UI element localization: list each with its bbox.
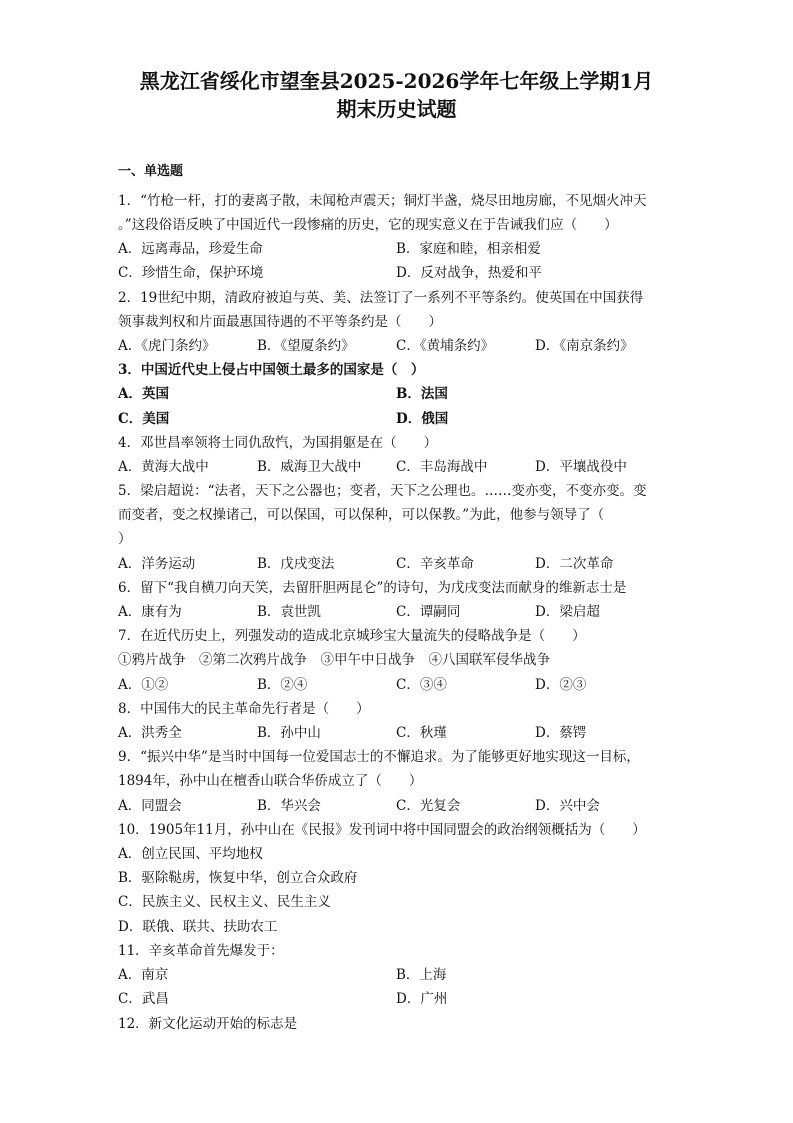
question-2-option-a: A．《虎门条约》 xyxy=(118,338,216,354)
question-3-line-1: 3．中国近代史上侵占中国领土最多的国家是（ ） xyxy=(118,362,425,378)
question-12-line-1: 12．新文化运动开始的标志是 xyxy=(118,1016,298,1032)
question-2-option-b: B．《望厦条约》 xyxy=(257,338,355,354)
question-5-option-d: D．二次革命 xyxy=(535,556,614,572)
question-11-option-a: A．南京 xyxy=(118,967,169,983)
question-6-option-c: C．谭嗣同 xyxy=(396,604,461,620)
question-1-line-1: 1．“竹枪一杆，打的妻离子散，未闻枪声震天；铜灯半盏，烧尽田地房廊，不见烟火冲天 xyxy=(118,193,647,209)
question-6-option-b: B．袁世凯 xyxy=(257,604,321,620)
question-3-option-c: C．美国 xyxy=(118,411,170,427)
section-heading: 一、单选题 xyxy=(118,164,184,179)
question-9-option-a: A．同盟会 xyxy=(118,798,182,814)
question-9-option-d: D．兴中会 xyxy=(535,798,600,814)
question-7-line-2: ①鸦片战争 ②第二次鸦片战争 ③甲午中日战争 ④八国联军侵华战争 xyxy=(118,652,550,668)
question-9-line-1: 9．“振兴中华”是当时中国每一位爱国志士的不懈追求。为了能够更好地实现这一目标， xyxy=(118,749,640,765)
question-6-option-d: D．梁启超 xyxy=(535,604,600,620)
question-8-option-b: B．孙中山 xyxy=(257,725,321,741)
question-10-option-b: B．驱除鞑虏，恢复中华，创立合众政府 xyxy=(118,870,358,886)
question-5-line-2: 而变者，变之权操诸己，可以保国，可以保种，可以保教。”为此，他参与领导了（ xyxy=(118,507,605,523)
question-5-option-c: C．辛亥革命 xyxy=(396,556,474,572)
question-9-line-2: 1894年，孙中山在檀香山联合华侨成立了（ ） xyxy=(118,773,423,789)
question-8-option-d: D．蔡锷 xyxy=(535,725,587,741)
question-1-option-d: D．反对战争，热爱和平 xyxy=(396,265,542,281)
question-4-option-d: D．平壤战役中 xyxy=(535,459,627,475)
question-6-line-1: 6．留下“我自横刀向天笑，去留肝胆两昆仑”的诗句，为戊戌变法而献身的维新志士是 xyxy=(118,580,627,596)
question-10-line-1: 10．1905年11月，孙中山在《民报》发刊词中将中国同盟会的政治纲领概括为（ ） xyxy=(118,822,646,838)
question-10-option-d: D．联俄、联共、扶助农工 xyxy=(118,919,278,935)
question-11-option-b: B．上海 xyxy=(396,967,447,983)
question-4-option-b: B．威海卫大战中 xyxy=(257,459,362,475)
exam-title-line-1: 黑龙江省绥化市望奎县2025-2026学年七年级上学期1月 xyxy=(139,69,654,93)
question-8-line-1: 8．中国伟大的民主革命先行者是（ ） xyxy=(118,701,370,717)
question-3-option-d: D．俄国 xyxy=(396,411,449,427)
question-10-option-a: A．创立民国、平均地权 xyxy=(118,846,263,862)
question-1-option-b: B．家庭和睦，相亲相爱 xyxy=(396,241,541,257)
exam-title-line-2: 期末历史试题 xyxy=(336,97,457,121)
question-9-option-c: C．光复会 xyxy=(396,798,461,814)
question-7-option-a: A．①② xyxy=(118,677,169,693)
question-7-option-c: C．③④ xyxy=(396,677,447,693)
question-8-option-c: C．秋瑾 xyxy=(396,725,447,741)
question-5-line-3: ） xyxy=(118,531,132,547)
question-7-option-d: D．②③ xyxy=(535,677,587,693)
question-1-option-c: C．珍惜生命，保护环境 xyxy=(118,265,264,281)
question-2-option-c: C．《黄埔条约》 xyxy=(396,338,495,354)
question-2-line-2: 领事裁判权和片面最惠国待遇的不平等条约是（ ） xyxy=(118,314,442,330)
question-8-option-a: A．洪秀全 xyxy=(118,725,182,741)
question-2-line-1: 2．19世纪中期，清政府被迫与英、美、法签订了一系列不平等条约。使英国在中国获得 xyxy=(118,290,644,306)
question-11-line-1: 11．辛亥革命首先爆发于： xyxy=(118,943,284,959)
question-5-option-a: A．洋务运动 xyxy=(118,556,196,572)
question-11-option-c: C．武昌 xyxy=(118,991,169,1007)
question-4-line-1: 4．邓世昌率领将士同仇敌忾，为国捐躯是在（ ） xyxy=(118,435,438,451)
question-3-option-b: B．法国 xyxy=(396,386,448,402)
question-11-option-d: D．广州 xyxy=(396,991,448,1007)
question-7-option-b: B．②④ xyxy=(257,677,308,693)
question-2-option-d: D．《南京条约》 xyxy=(535,338,634,354)
question-10-option-c: C．民族主义、民权主义、民生主义 xyxy=(118,894,331,910)
question-9-option-b: B．华兴会 xyxy=(257,798,321,814)
question-4-option-c: C．丰岛海战中 xyxy=(396,459,488,475)
question-5-line-1: 5．梁启超说：“法者，天下之公器也；变者，天下之公理也。……变亦变，不变亦变。变 xyxy=(118,483,647,499)
question-1-line-2: 。”这段俗语反映了中国近代一段惨痛的历史，它的现实意义在于告诫我们应（ ） xyxy=(118,217,618,233)
question-1-option-a: A．远离毒品，珍爱生命 xyxy=(118,241,263,257)
question-7-line-1: 7．在近代历史上，列强发动的造成北京城珍宝大量流失的侵略战争是（ ） xyxy=(118,628,586,644)
question-5-option-b: B．戊戌变法 xyxy=(257,556,335,572)
question-3-option-a: A．英国 xyxy=(118,386,169,402)
question-6-option-a: A．康有为 xyxy=(118,604,182,620)
question-4-option-a: A．黄海大战中 xyxy=(118,459,209,475)
